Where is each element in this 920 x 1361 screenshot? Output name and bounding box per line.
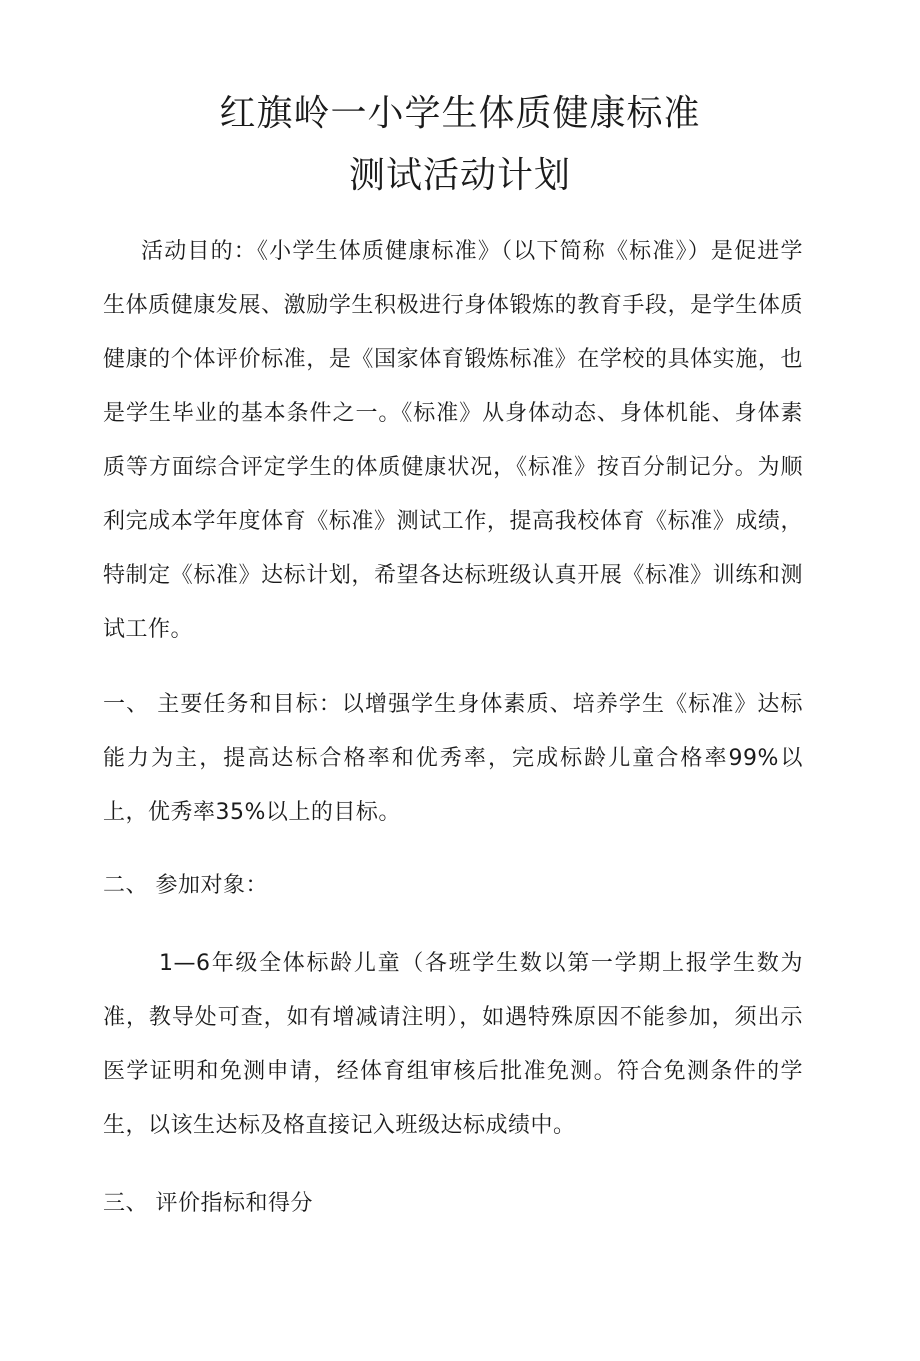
purpose-paragraph: 活动目的：《小学生体质健康标准》（以下简称《标准》）是促进学生体质健康发展、激励学生积极进行身体锻炼的教育手段，是学生体质健康的个体评价标准，是《国家体育锻炼标准》在学校的具体实施，也是学生毕业的基本条件之一。《标准》从身体动态、身体机能、身体素质等方面综合评定学生的体质健康状况，《标准》按百分制记分。为顺利完成本学年度体育《标准》测试工作，提高我校体育《标准》成绩，特制定《标准》达标计划，希望各达标班级认真开展《标准》训练和测试工作。 bbox=[103, 239, 803, 642]
section-1-tasks-and-goals: 一、 主要任务和目标：以增强学生身体素质、培养学生《标准》达标能力为主，提高达标合格率和优秀率，完成标龄儿童合格率99%以上，优秀率35%以上的目标。 bbox=[103, 692, 803, 825]
section-3-heading: 三、 评价指标和得分 bbox=[103, 1191, 313, 1216]
section-2-heading: 二、 参加对象： bbox=[103, 873, 268, 898]
document-title-line-2: 测试活动计划 bbox=[348, 155, 571, 196]
document-title-line-1: 红旗岭一小学生体质健康标准 bbox=[219, 93, 701, 134]
participants-paragraph: 1—6年级全体标龄儿童（各班学生数以第一学期上报学生数为准，教导处可查，如有增减请注明），如遇特殊原因不能参加，须出示医学证明和免测申请，经体育组审核后批准免测。符合免测条件的学生，以该生达标及格直接记入班级达标成绩中。 bbox=[103, 951, 803, 1138]
